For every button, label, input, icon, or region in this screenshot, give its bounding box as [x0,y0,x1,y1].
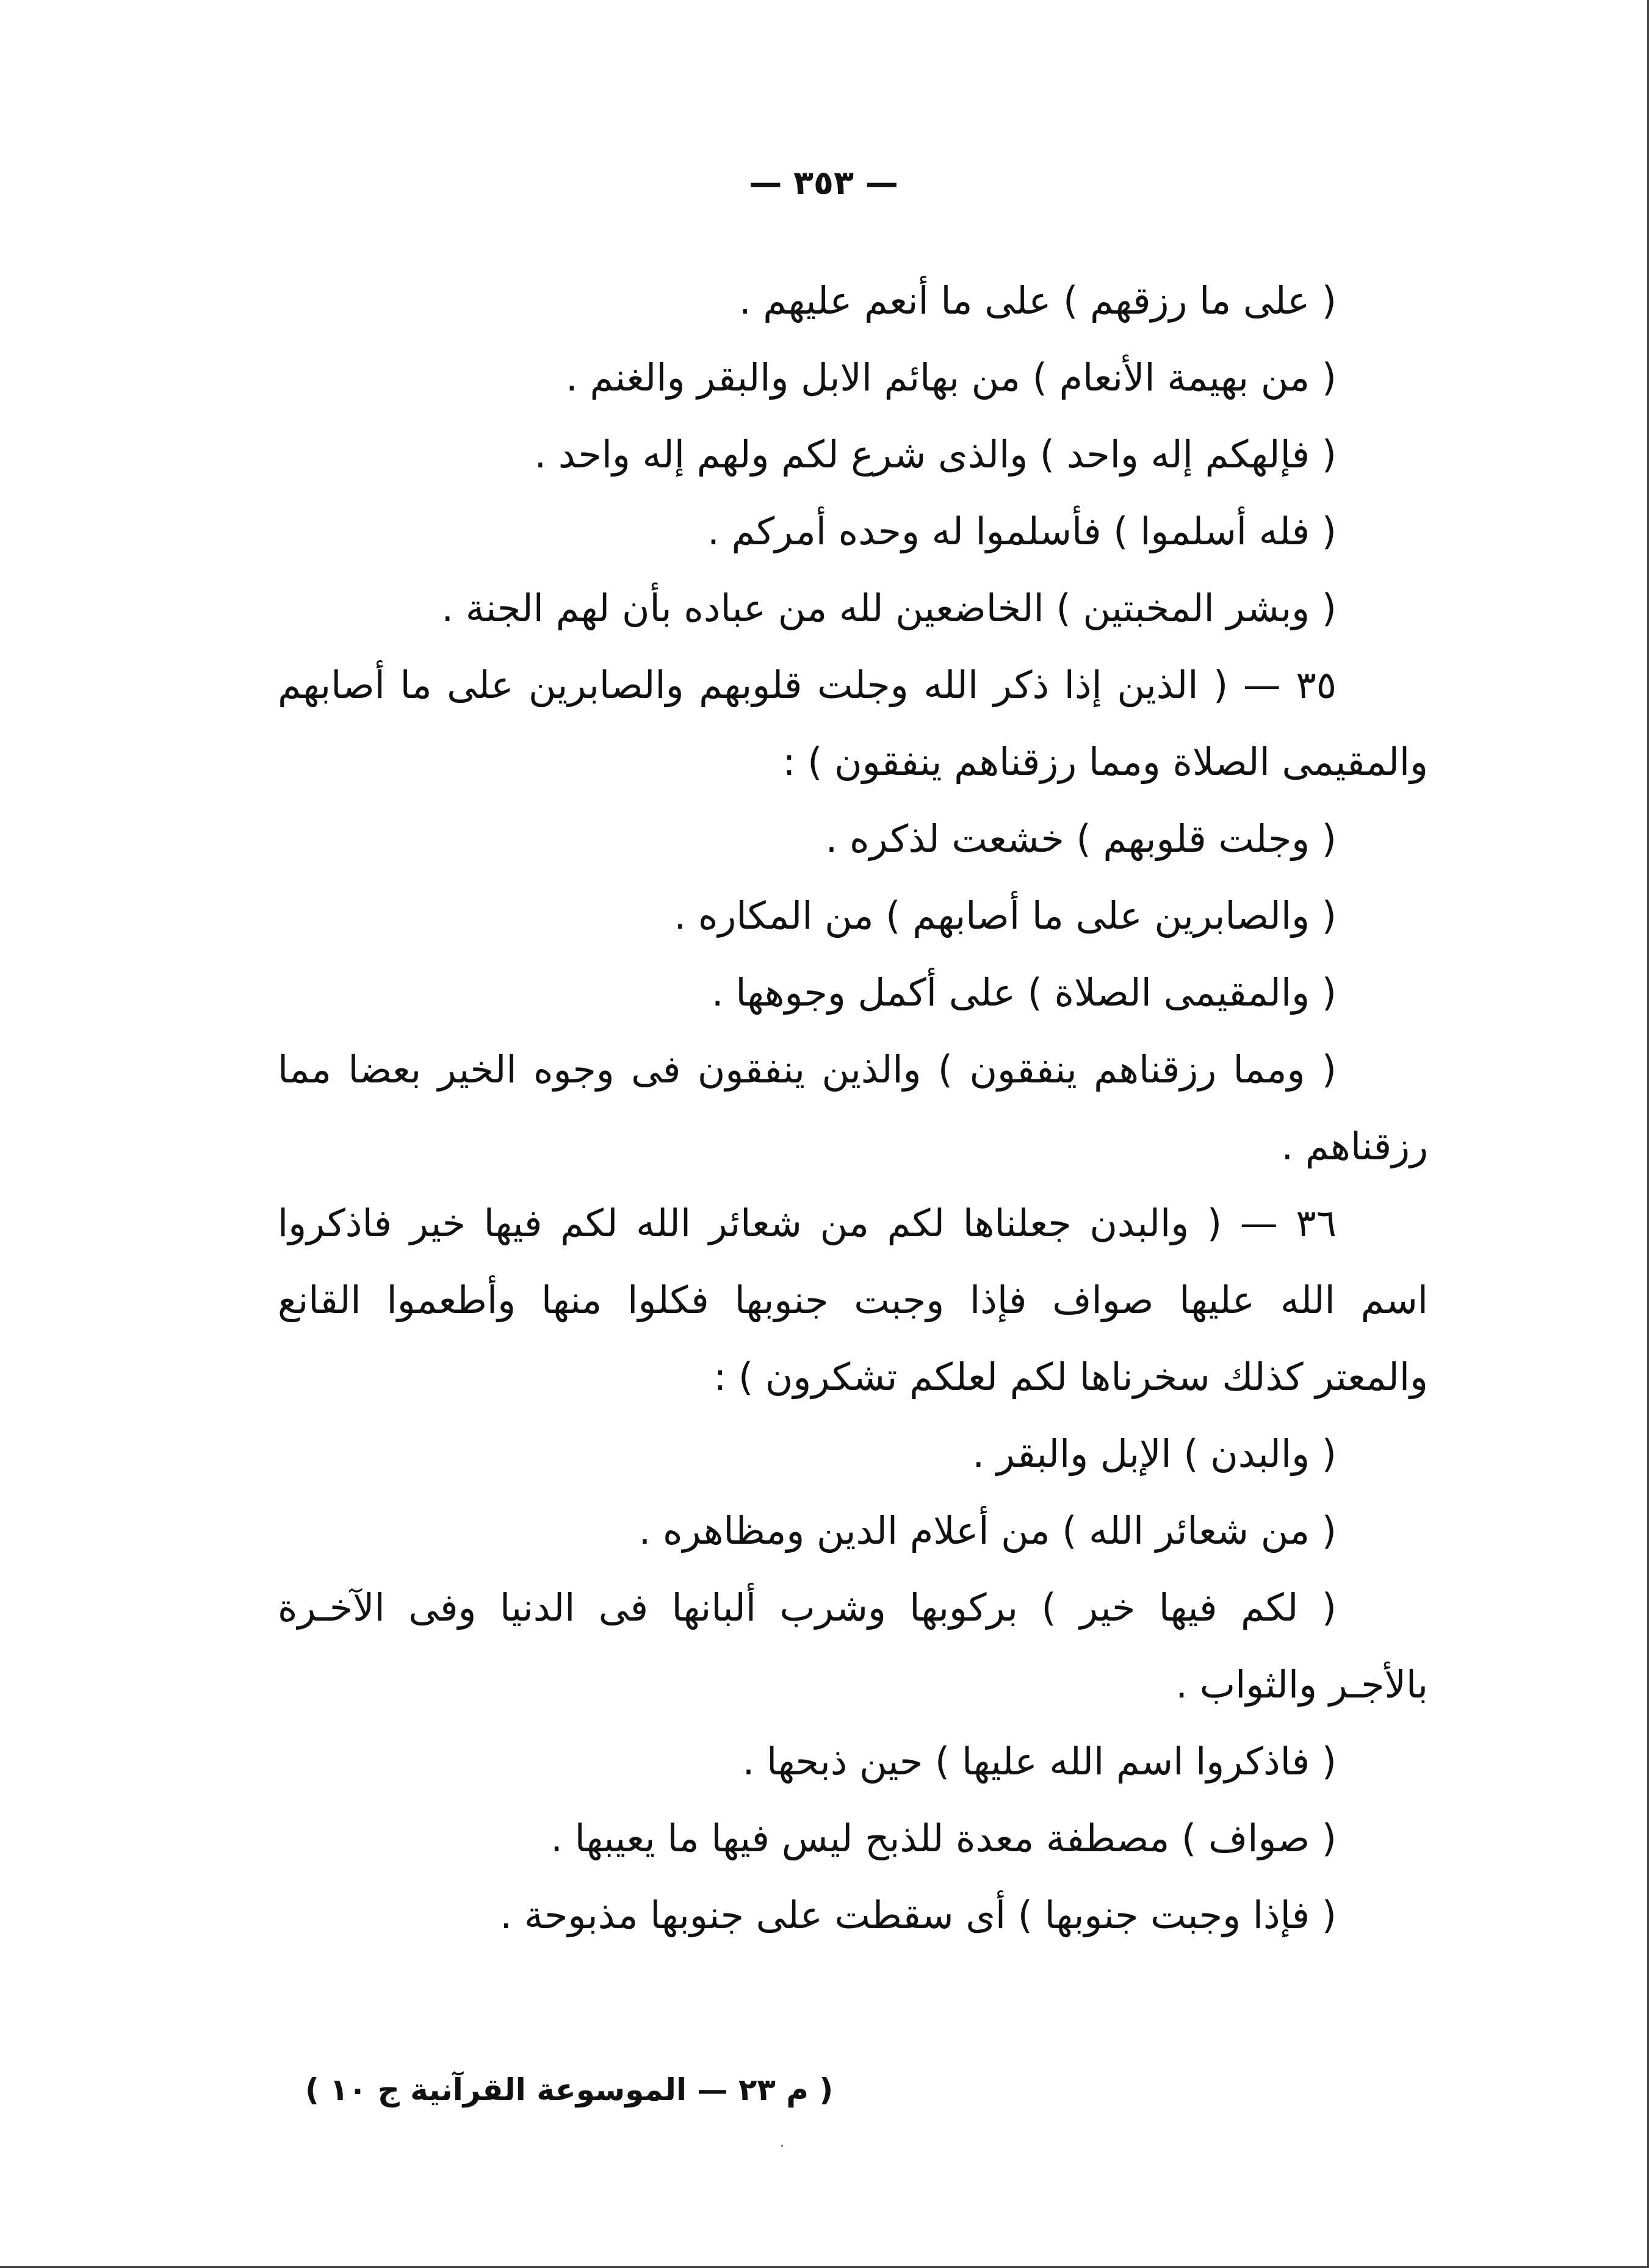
text-line: ( صواف ) مصطفة معدة للذبح ليس فيها ما يعيبها . [550,1816,1337,1860]
text-line: ( والصابرين على ما أصابهم ) من المكاره . [674,893,1337,938]
text-line: ( من بهيمة الأنعام ) من بهائم الابل والبقر والغنم . [566,355,1337,400]
page-number: — ٣٥٣ — [749,164,898,202]
text-line: ( لكم فيها خير ) بركوبها وشرب ألبانها فى الدنيا وفى الآخـرة [278,1585,1337,1630]
text-line: ( ومما رزقناهم ينفقون ) والذين ينفقون فى وجوه الخير بعضا مما [278,1047,1337,1092]
text-line: اسم الله عليها صواف فإذا وجبت جنوبها فكلوا منها وأطعموا القانع [278,1278,1428,1322]
text-line: بالأجـر والثواب . [1175,1662,1428,1707]
text-line: رزقناهم . [1281,1124,1428,1168]
verse-35-line: ٣٥ — ( الذين إذا ذكر الله وجلت قلوبهم والصابرين على ما أصابهم [278,663,1337,707]
scan-speck [781,2145,783,2147]
text-line: ( فإذا وجبت جنوبها ) أى سقطت على جنوبها مذبوحة . [500,1893,1337,1937]
text-line: ( على ما رزقهم ) على ما أنعم عليهم . [738,278,1337,323]
text-line: ( فاذكروا اسم الله عليها ) حين ذبحها . [742,1739,1337,1784]
text-line: والمعتر كذلك سخرناها لكم لعلكم تشكرون ) : [713,1355,1428,1399]
text-line: ( وبشر المخبتين ) الخاضعين لله من عباده بأن لهم الجنة . [441,586,1337,630]
text-line: ( والمقيمى الصلاة ) على أكمل وجوهها . [711,970,1337,1015]
text-line: والمقيمى الصلاة ومما رزقناهم ينفقون ) : [782,740,1428,784]
footer-signature: ( م ٢٣ — الموسوعة القرآنية ج ١٠ ) [305,2072,834,2108]
text-line: ( والبدن ) الإبل والبقر . [972,1431,1337,1476]
body-text [278,262,1428,1954]
text-line: ( فله أسلموا ) فأسلموا له وحده أمركم . [707,509,1337,553]
text-line: ( من شعائر الله ) من أعلام الدين ومظاهره . [638,1508,1337,1553]
verse-36-line: ٣٦ — ( والبدن جعلناها لكم من شعائر الله لكم فيها خير فاذكروا [278,1201,1337,1245]
text-line: ( وجلت قلوبهم ) خشعت لذكره . [825,816,1337,861]
text-line: ( فإلهكم إله واحد ) والذى شرع لكم ولهم إله واحد . [534,432,1337,477]
